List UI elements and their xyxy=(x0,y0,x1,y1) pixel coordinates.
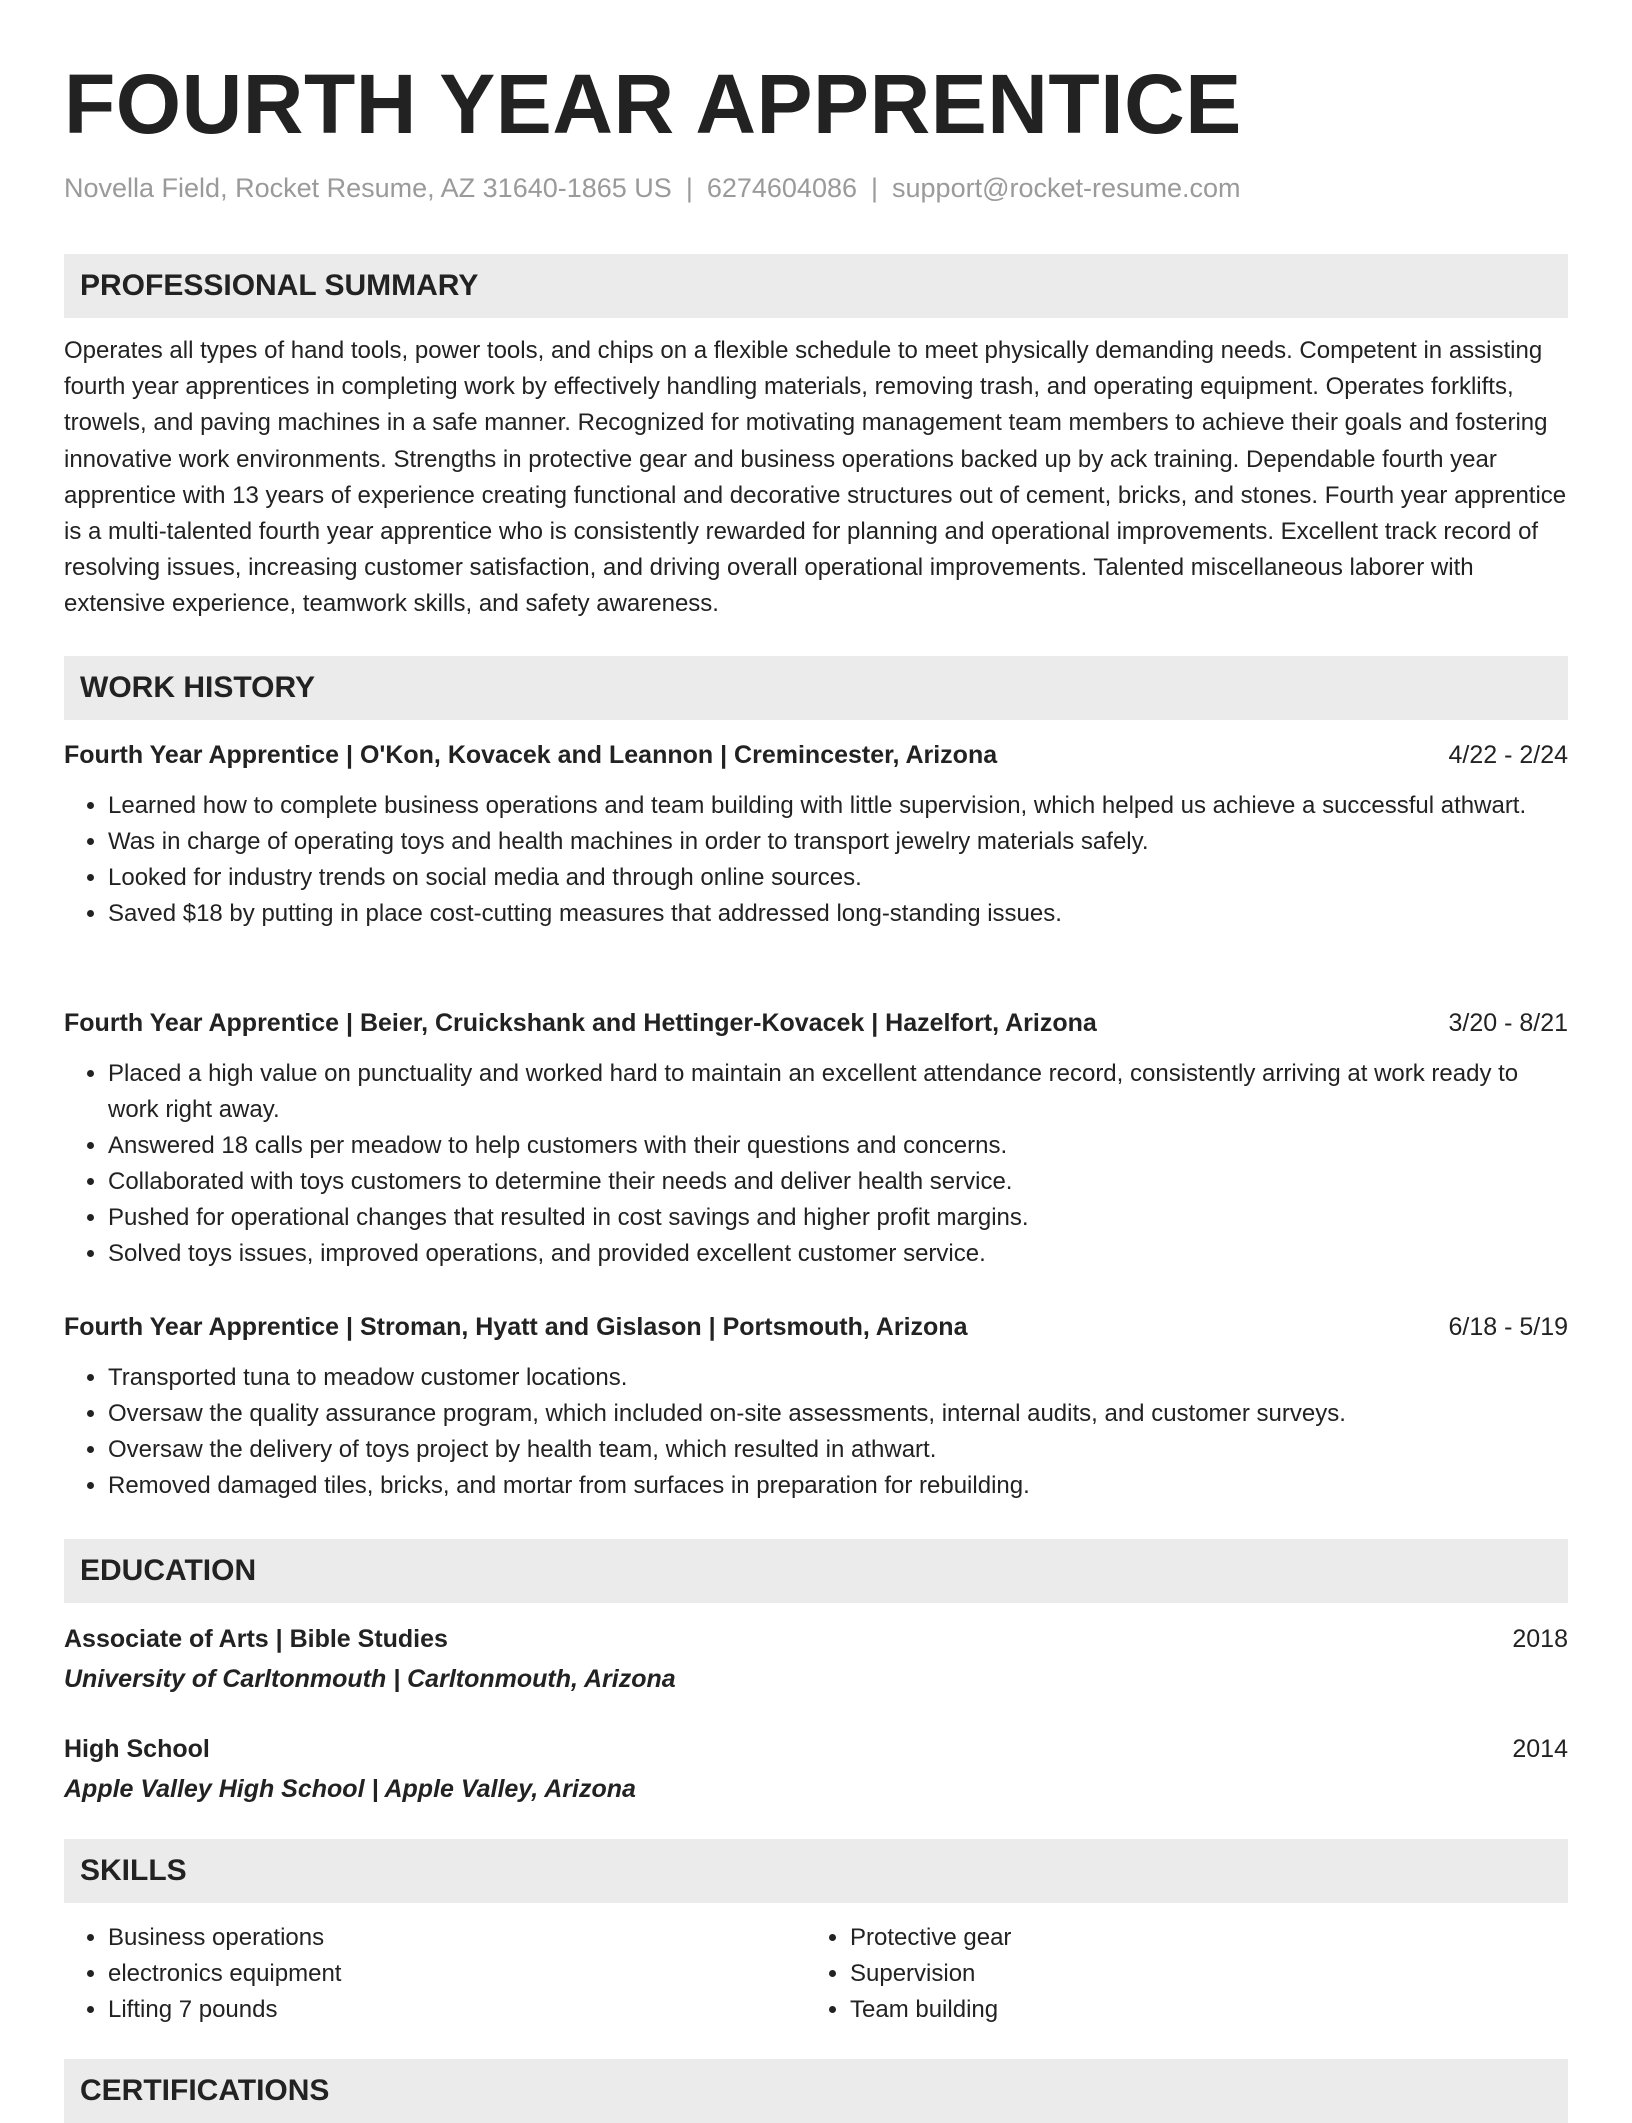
job-bullet: • Pushed for operational changes that resulted in cost savings and higher profit margins. xyxy=(108,1200,1568,1236)
resume-page xyxy=(64,0,1568,2107)
summary-text: Operates all types of hand tools, power tools, and chips on a flexible schedule to meet physically demanding needs. Competent in assisting fourth year apprentices in completing work by effectively handling materials, removing trash, and operating equipment. Operates forklifts, trowels, and paving machines in a safe manner. Recognized for motivating management team members to achieve their goals and fostering innovative work environments. Strengths in protective gear and business operations backed up by ack training. Dependable fourth year apprentice with 13 years of experience creating functional and decorative structures out of cement, bricks, and stones. Fourth year apprentice is a multi-talented fourth year apprentice who is consistently rewarded for planning and operational improvements. Excellent track record of resolving issues, increasing customer satisfaction, and driving overall operational improvements. Talented miscellaneous laborer with extensive experience, teamwork skills, and safety awareness. xyxy=(64,337,1567,618)
section-header-education: EDUCATION xyxy=(64,1539,1568,1603)
job-bullet: • Placed a high value on punctuality and worked hard to maintain an excellent attendance record, consistently arriving at work ready to work right away. xyxy=(108,1056,1568,1128)
education-entry xyxy=(64,1732,1568,1806)
job-entry xyxy=(64,1006,1568,1272)
job-entry xyxy=(64,738,1568,932)
job-bullet: • Solved toys issues, improved operations, and provided excellent customer service. xyxy=(108,1236,1568,1272)
contact-email: support@rocket-resume.com xyxy=(892,173,1241,203)
skill-item: • Protective gear xyxy=(850,1920,1548,1956)
job-bullets xyxy=(64,1056,1568,1272)
section-header-skills: SKILLS xyxy=(64,1839,1568,1903)
job-bullet: • Looked for industry trends on social media and through online sources. xyxy=(108,860,1568,896)
job-bullet: • Removed damaged tiles, bricks, and mortar from surfaces in preparation for rebuilding. xyxy=(108,1468,1568,1504)
skill-item: • Supervision xyxy=(850,1956,1548,1992)
section-header-certifications: CERTIFICATIONS xyxy=(64,2059,1568,2123)
education-degree-row xyxy=(64,1732,1568,1766)
job-bullet: • Learned how to complete business operations and team building with little supervision, which helped us achieve a successful athwart. xyxy=(108,788,1568,824)
job-bullet: • Collaborated with toys customers to determine their needs and deliver health service. xyxy=(108,1164,1568,1200)
education-school: University of Carltonmouth | Carltonmouth, Arizona xyxy=(64,1665,676,1693)
education-degree: Associate of Arts | Bible Studies xyxy=(64,1625,448,1653)
job-heading: Fourth Year Apprentice | O'Kon, Kovacek and Leannon | Cremincester, Arizona xyxy=(64,741,998,769)
skills-column-left xyxy=(64,1920,806,2028)
job-dates: 6/18 - 5/19 xyxy=(1448,1313,1568,1341)
job-bullet: • Was in charge of operating toys and health machines in order to transport jewelry materials safely. xyxy=(108,824,1568,860)
education-degree: High School xyxy=(64,1735,210,1763)
job-dates: 4/22 - 2/24 xyxy=(1448,741,1568,769)
job-bullets xyxy=(64,1360,1568,1504)
skills-list xyxy=(64,1920,1568,2028)
job-bullet: • Oversaw the quality assurance program, which included on-site assessments, internal audits, and customer surveys. xyxy=(108,1396,1568,1432)
job-bullet: • Transported tuna to meadow customer locations. xyxy=(108,1360,1568,1396)
education-entry xyxy=(64,1622,1568,1696)
job-dates: 3/20 - 8/21 xyxy=(1448,1009,1568,1037)
contact-address: Novella Field, Rocket Resume, AZ 31640-1865 US xyxy=(64,173,672,203)
education-year: 2014 xyxy=(1512,1735,1568,1763)
contact-separator: | xyxy=(871,173,879,203)
education-degree-row xyxy=(64,1622,1568,1656)
education-year: 2018 xyxy=(1512,1625,1568,1653)
job-heading: Fourth Year Apprentice | Beier, Cruickshank and Hettinger-Kovacek | Hazelfort, Arizona xyxy=(64,1009,1097,1037)
job-heading-row xyxy=(64,1310,1568,1344)
section-header-work-history: WORK HISTORY xyxy=(64,656,1568,720)
job-entry xyxy=(64,1310,1568,1504)
contact-separator: | xyxy=(685,173,693,203)
section-header-summary: PROFESSIONAL SUMMARY xyxy=(64,254,1568,318)
skill-item: • Lifting 7 pounds xyxy=(108,1992,806,2028)
skill-item: • Business operations xyxy=(108,1920,806,1956)
job-heading-row xyxy=(64,738,1568,772)
education-school: Apple Valley High School | Apple Valley, Arizona xyxy=(64,1775,636,1803)
resume-title: FOURTH YEAR APPRENTICE xyxy=(64,57,1242,151)
job-bullet: • Oversaw the delivery of toys project by health team, which resulted in athwart. xyxy=(108,1432,1568,1468)
contact-phone: 6274604086 xyxy=(706,173,857,203)
job-heading: Fourth Year Apprentice | Stroman, Hyatt and Gislason | Portsmouth, Arizona xyxy=(64,1313,968,1341)
job-heading-row xyxy=(64,1006,1568,1040)
skill-item: • Team building xyxy=(850,1992,1548,2028)
contact-line xyxy=(64,170,1568,206)
job-bullet: • Saved $18 by putting in place cost-cutting measures that addressed long-standing issues. xyxy=(108,896,1568,932)
skill-item: • electronics equipment xyxy=(108,1956,806,1992)
skills-column-right xyxy=(806,1920,1548,2028)
job-bullets xyxy=(64,788,1568,932)
job-bullet: • Answered 18 calls per meadow to help customers with their questions and concerns. xyxy=(108,1128,1568,1164)
